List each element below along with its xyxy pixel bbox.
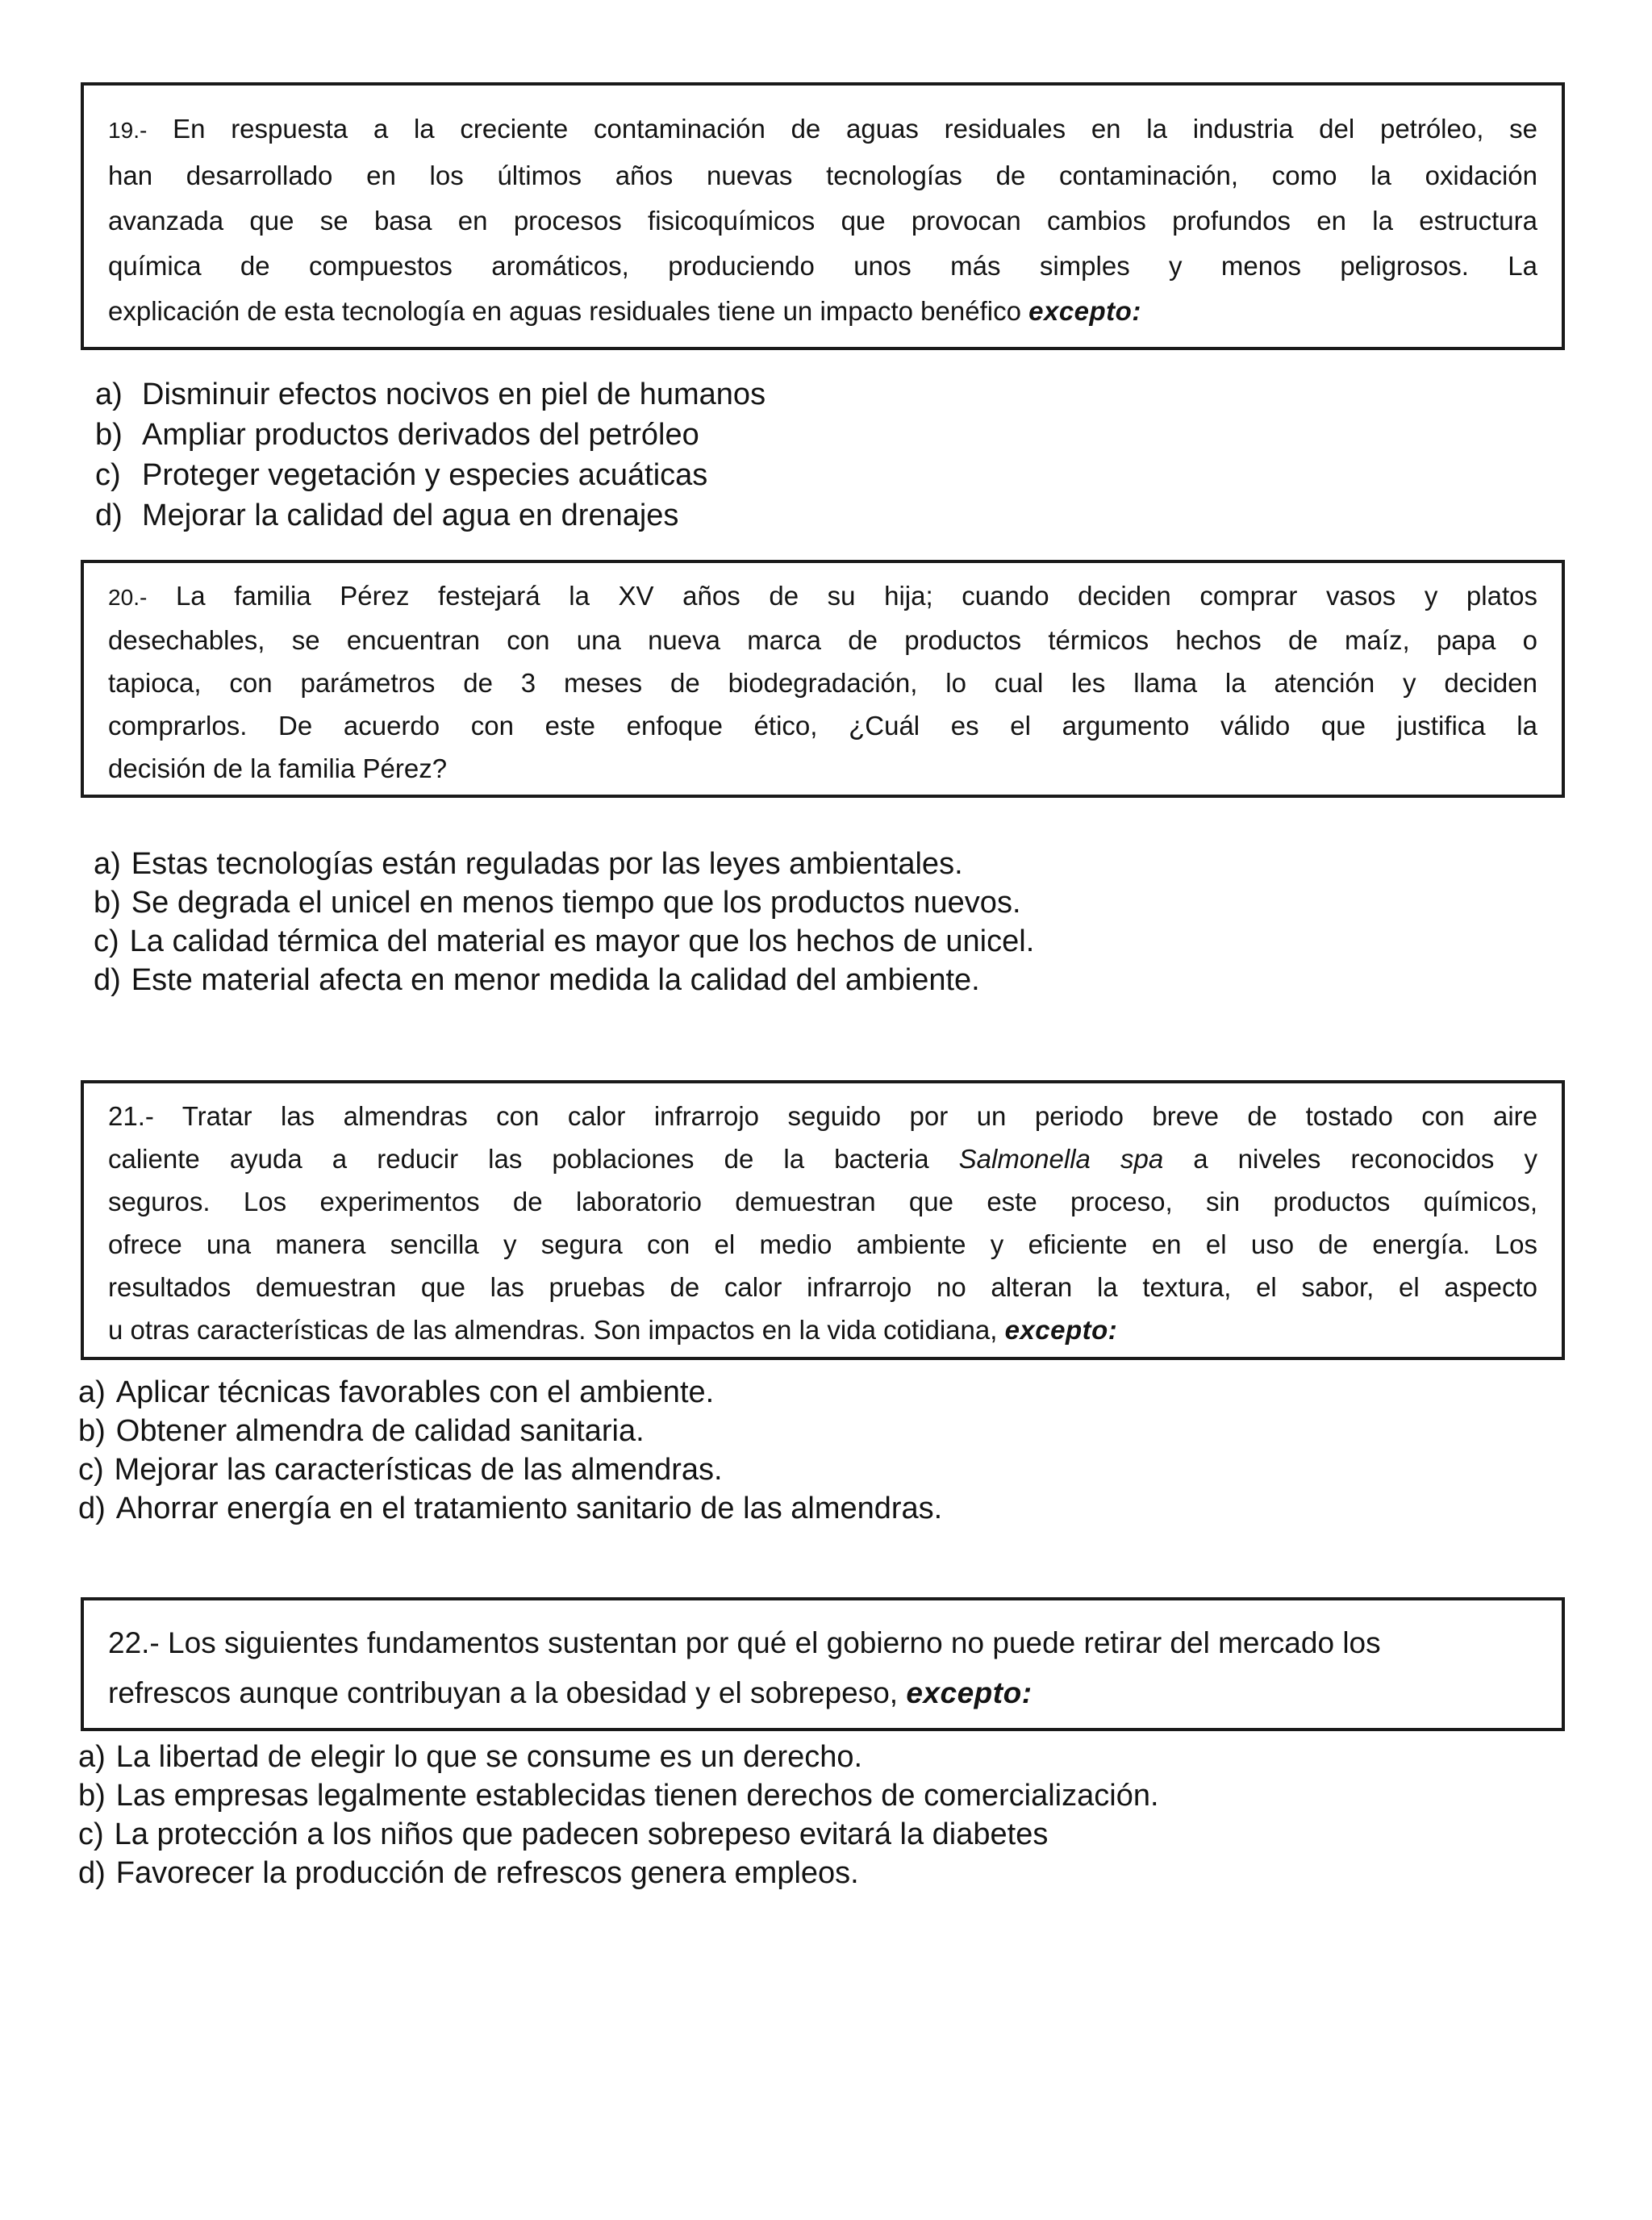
option-text: Favorecer la producción de refrescos genera empleos. <box>115 1856 859 1890</box>
option-text: Proteger vegetación y especies acuáticas <box>142 458 708 492</box>
question-21-species-italic: Salmonella spa <box>958 1144 1164 1174</box>
question-20-text: La familia Pérez festejará la XV años de su hija; cuando deciden comprar vasos y platos <box>147 581 1537 611</box>
question-21-options <box>78 1373 1652 1528</box>
question-20-number: 20.- <box>108 585 148 610</box>
question-20-line-3: tapioca, con parámetros de 3 meses de biodegradación, lo cual les llama la atención y deciden <box>108 668 1537 698</box>
option-letter: b) <box>95 418 123 452</box>
option-letter: b) <box>94 886 121 920</box>
question-19-option-c <box>95 455 1652 495</box>
question-19-box <box>81 82 1565 350</box>
question-20-line-2: desechables, se encuentran con una nueva marca de productos térmicos hechos de maíz, papa o <box>108 625 1537 655</box>
question-21-emphasis: excepto: <box>1004 1315 1118 1345</box>
question-20-box <box>81 560 1565 798</box>
question-21-line-6: u otras características de las almendras. Son impactos en la vida cotidiana, excepto: <box>108 1315 1118 1345</box>
question-19-line-1 <box>108 106 1537 153</box>
question-19-line-3: avanzada que se basa en procesos fisicoquímicos que provocan cambios profundos en la estructura <box>108 206 1537 236</box>
option-letter: a) <box>78 1375 106 1409</box>
question-22-line-2: refrescos aunque contribuyan a la obesidad y el sobrepeso, excepto: <box>108 1676 1032 1709</box>
option-letter: a) <box>95 378 123 411</box>
option-text: La protección a los niños que padecen sobrepeso evitará la diabetes <box>114 1817 1049 1851</box>
question-21-option-b <box>78 1412 1652 1450</box>
question-19-number: 19.- <box>108 118 148 143</box>
document-page <box>0 82 1652 2220</box>
question-22-option-d <box>78 1854 1652 1892</box>
option-letter: d) <box>78 1856 106 1890</box>
question-20-option-a <box>94 845 1652 883</box>
option-text: Ampliar productos derivados del petróleo <box>142 418 699 452</box>
option-letter: c) <box>78 1817 104 1851</box>
option-text: Este material afecta en menor medida la calidad del ambiente. <box>131 963 980 997</box>
option-letter: d) <box>78 1492 106 1525</box>
question-19-emphasis: excepto: <box>1028 296 1141 326</box>
question-19-line-4: química de compuestos aromáticos, produciendo unos más simples y menos peligrosos. La <box>108 251 1537 281</box>
question-19-option-b <box>95 415 1652 455</box>
option-text: Disminuir efectos nocivos en piel de humanos <box>142 378 766 411</box>
question-21-line-1 <box>108 1095 1537 1137</box>
question-21-line-2: caliente ayuda a reducir las poblaciones de la bacteria Salmonella spa a niveles reconocidos y <box>108 1144 1537 1174</box>
option-letter: d) <box>94 963 121 997</box>
option-text: Mejorar las características de las almendras. <box>114 1453 723 1487</box>
question-21-line-5: resultados demuestran que las pruebas de calor infrarrojo no alteran la textura, el sabor, el aspecto <box>108 1272 1537 1302</box>
question-21-box <box>81 1080 1565 1360</box>
question-21-number: 21.- <box>108 1101 154 1131</box>
option-letter: b) <box>78 1414 106 1448</box>
question-21-line-4: ofrece una manera sencilla y segura con el medio ambiente y eficiente en el uso de energía. Los <box>108 1229 1537 1259</box>
option-text: Estas tecnologías están reguladas por las leyes ambientales. <box>131 847 963 881</box>
option-text: Aplicar técnicas favorables con el ambiente. <box>115 1375 715 1409</box>
question-20-line-4: comprarlos. De acuerdo con este enfoque ético, ¿Cuál es el argumento válido que justifica la <box>108 711 1537 741</box>
question-19-line-2: han desarrollado en los últimos años nuevas tecnologías de contaminación, como la oxidación <box>108 161 1537 190</box>
option-letter: a) <box>78 1740 106 1774</box>
option-letter: c) <box>78 1453 104 1487</box>
question-22-text: Los siguientes fundamentos sustentan por qué el gobierno no puede retirar del mercado los <box>159 1626 1381 1659</box>
question-20-option-c <box>94 922 1652 961</box>
option-text: Mejorar la calidad del agua en drenajes <box>142 499 679 532</box>
question-19-text: En respuesta a la creciente contaminación de aguas residuales en la industria del petróleo, se <box>147 114 1537 144</box>
question-21-option-a <box>78 1373 1652 1412</box>
question-19-option-a <box>95 374 1652 415</box>
option-text: La libertad de elegir lo que se consume es un derecho. <box>115 1740 863 1774</box>
question-20-option-d <box>94 961 1652 999</box>
option-letter: c) <box>94 924 119 958</box>
option-letter: c) <box>95 458 121 492</box>
option-text: Ahorrar energía en el tratamiento sanitario de las almendras. <box>115 1492 943 1525</box>
question-19-option-d <box>95 495 1652 536</box>
question-21-line-3: seguros. Los experimentos de laboratorio demuestran que este proceso, sin productos químicos, <box>108 1187 1537 1216</box>
question-22-line-1 <box>108 1618 1537 1668</box>
question-20-option-b <box>94 883 1652 922</box>
option-letter: d) <box>95 499 123 532</box>
option-text: Se degrada el unicel en menos tiempo que los productos nuevos. <box>131 886 1021 920</box>
question-22-option-b <box>78 1776 1652 1815</box>
option-letter: a) <box>94 847 121 881</box>
question-22-box <box>81 1597 1565 1731</box>
question-22-emphasis: excepto: <box>906 1676 1032 1709</box>
question-22-option-c <box>78 1815 1652 1854</box>
option-letter: b) <box>78 1779 106 1813</box>
question-19-options <box>95 374 1652 536</box>
option-text: La calidad térmica del material es mayor que los hechos de unicel. <box>129 924 1035 958</box>
question-21-option-c <box>78 1450 1652 1489</box>
question-22-option-a <box>78 1738 1652 1776</box>
question-21-text: Tratar las almendras con calor infrarrojo seguido por un periodo breve de tostado con aire <box>153 1101 1537 1131</box>
question-21-option-d <box>78 1489 1652 1528</box>
question-20-line-5: decisión de la familia Pérez? <box>108 753 448 783</box>
question-22-options <box>78 1738 1652 1892</box>
question-20-options <box>94 845 1652 999</box>
question-22-number: 22.- <box>108 1626 160 1659</box>
option-text: Obtener almendra de calidad sanitaria. <box>115 1414 645 1448</box>
question-20-line-1 <box>108 574 1537 619</box>
question-19-line-5: explicación de esta tecnología en aguas residuales tiene un impacto benéfico excepto: <box>108 296 1141 326</box>
option-text: Las empresas legalmente establecidas tienen derechos de comercialización. <box>115 1779 1159 1813</box>
